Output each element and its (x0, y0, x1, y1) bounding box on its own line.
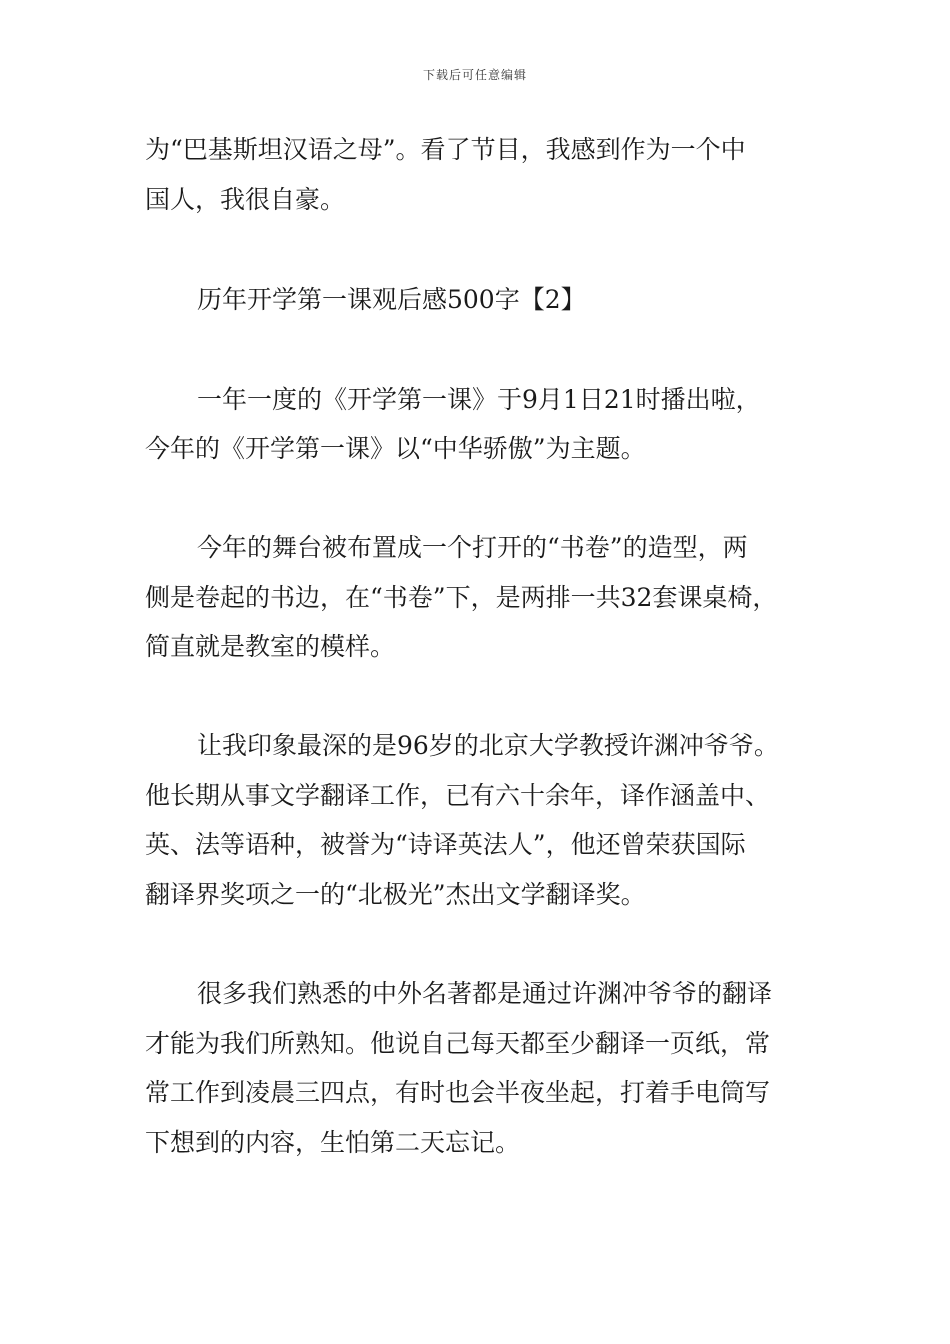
paragraph-3-line-1: 一年一度的《开学第一课》于9月1日21时播出啦， (197, 385, 761, 414)
paragraph-1-line-1: 为“巴基斯坦汉语之母”。看了节目，我感到作为一个中 (145, 135, 746, 164)
paragraph-6-line-2: 才能为我们所熟知。他说自己每天都至少翻译一页纸，常 (145, 1029, 771, 1058)
paragraph-5-line-1: 让我印象最深的是96岁的北京大学教授许渊冲爷爷。 (197, 731, 779, 760)
paragraph-5-line-4: 翻译界奖项之一的“北极光”杰出文学翻译奖。 (145, 880, 646, 909)
paragraph-4-line-3: 简直就是教室的模样。 (145, 632, 396, 661)
paragraph-5-line-3: 英、法等语种，被誉为“诗译英法人”，他还曾荣获国际 (145, 830, 746, 859)
paragraph-3-line-2: 今年的《开学第一课》以“中华骄傲”为主题。 (145, 434, 646, 463)
paragraph-6-line-1: 很多我们熟悉的中外名著都是通过许渊冲爷爷的翻译 (197, 979, 773, 1008)
section-heading: 历年开学第一课观后感500字【2】 (197, 285, 586, 314)
paragraph-4-line-1: 今年的舞台被布置成一个打开的“书卷”的造型，两 (197, 533, 748, 562)
paragraph-6-line-4: 下想到的内容，生怕第二天忘记。 (145, 1128, 521, 1157)
paragraph-4-line-2: 侧是卷起的书边，在“书卷”下，是两排一共32套课桌椅， (145, 583, 778, 612)
paragraph-1-line-2: 国人，我很自豪。 (145, 185, 346, 214)
page-header: 下载后可任意编辑 (422, 68, 527, 82)
paragraph-5-line-2: 他长期从事文学翻译工作，已有六十余年，译作涵盖中、 (145, 781, 771, 810)
paragraph-6-line-3: 常工作到凌晨三四点，有时也会半夜坐起，打着手电筒写 (145, 1078, 771, 1107)
